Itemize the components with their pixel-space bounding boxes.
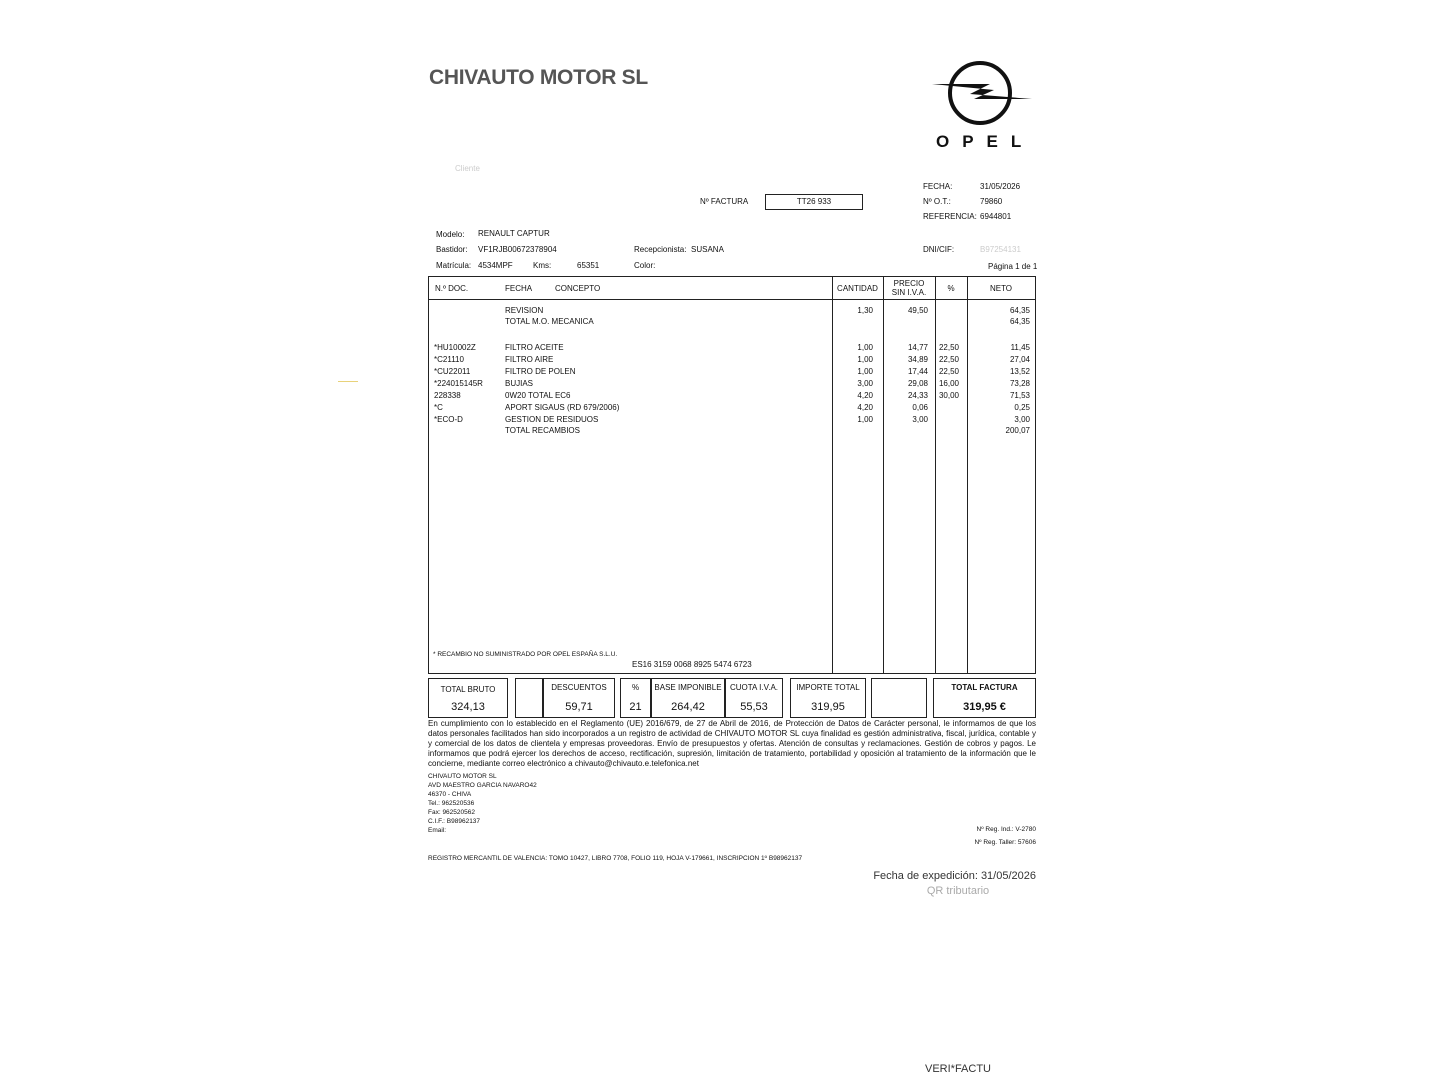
descuentos-label: DESCUENTOS [551, 683, 607, 692]
color-label: Color: [634, 261, 656, 270]
cell-neto: 11,45 [1010, 343, 1030, 352]
col-header-precio: PRECIO [893, 279, 925, 288]
cell-precio: 14,77 [907, 343, 928, 352]
table-row [429, 316, 1035, 328]
cell-doc: *C21110 [434, 355, 464, 364]
address-name: CHIVAUTO MOTOR SL [428, 773, 497, 780]
ref-value: 6944801 [980, 212, 1012, 221]
col-header-fecha: FECHA [505, 284, 533, 293]
dni-value: B97254131 [980, 245, 1021, 254]
pct-value: 21 [629, 701, 642, 713]
address-fax: Fax: 962520562 [428, 809, 475, 816]
reg-taller: Nº Reg. Taller: 57606 [974, 839, 1036, 846]
base-value: 264,42 [671, 701, 705, 713]
col-divider [967, 277, 968, 673]
table-row [429, 425, 1035, 437]
descuentos-value: 59,71 [565, 701, 593, 713]
modelo-value: RENAULT CAPTUR [478, 229, 550, 238]
opel-logo [930, 60, 1034, 154]
cuota-value: 55,53 [740, 701, 768, 713]
cell-precio: 3,00 [912, 415, 928, 424]
nfactura-label: Nº FACTURA [700, 197, 749, 206]
cell-neto: 27,04 [1009, 355, 1030, 364]
cell-precio: 24,33 [907, 391, 928, 400]
cell-neto: 64,35 [1009, 317, 1030, 326]
empty-box [871, 678, 927, 718]
cell-concepto: TOTAL RECAMBIOS [505, 426, 580, 435]
col-divider [935, 277, 936, 673]
cell-pct: 22,50 [938, 343, 959, 352]
ref-label: REFERENCIA: [923, 212, 977, 221]
col-header-ndoc: N.º DOC. [435, 284, 469, 293]
base-box [651, 678, 725, 718]
cell-neto: 73,28 [1009, 379, 1030, 388]
fecha-label: FECHA: [923, 182, 953, 191]
address-tel: Tel.: 962520536 [428, 800, 475, 807]
cell-precio: 34,89 [907, 355, 928, 364]
legal-notice: En cumplimiento con lo establecido en el Reglamento (UE) 2016/679, de 27 de Abril de 2016, de Protección de Datos de Carácter personal, le informamos de que los datos personales facilitados han sido incorporados a un registro de actividad de CHIVAUTO MOTOR SL cuya finalidad es gestión administrativa, fiscal, jurídica, contable y y comercial de los datos de clientela y empresas proveedoras. Envío de presupuestos y ofertas. Atención de consultas y reclamaciones. Gestión de cobros y pagos. Le informamos que podrá ejercer los derechos de acceso, rectificación, supresión, limitación de tratamiento, portabilidad y oposición al tratamiento de la información que le concierne, mediante correo electrónico a chivauto@chivauto.e.telefonica.net [428, 719, 1036, 768]
cell-pct: 16,00 [938, 379, 959, 388]
cell-concepto: FILTRO DE POLEN [505, 367, 576, 376]
cell-doc: *224015145R [434, 379, 483, 388]
importe-value: 319,95 [811, 701, 845, 713]
cell-neto: 200,07 [1005, 426, 1030, 435]
cell-doc: *C [434, 403, 443, 412]
cell-doc: 228338 [434, 391, 461, 400]
address-street: AVD MAESTRO GARCIA NAVARO42 [428, 782, 537, 789]
col-header-precio-sub: SIN I.V.A. [891, 288, 927, 297]
pct-box [620, 678, 651, 718]
table-row [429, 390, 1035, 402]
cell-precio: 17,44 [907, 367, 928, 376]
col-header-pct: % [947, 284, 955, 293]
total-bruto-box [428, 678, 508, 718]
importe-box [790, 678, 866, 718]
cell-concepto: FILTRO ACEITE [505, 343, 564, 352]
descuentos-box [543, 678, 615, 718]
address-cif: C.I.F.: B98962137 [428, 818, 481, 825]
cell-concepto: 0W20 TOTAL EC6 [505, 391, 571, 400]
cell-neto: 3,00 [1014, 415, 1030, 424]
registro-mercantil: REGISTRO MERCANTIL DE VALENCIA: TOMO 10427, LIBRO 7708, FOLIO 119, HOJA V-179661, INSCRIPCION 1º B98962137 [428, 855, 803, 862]
total-bruto-value: 324,13 [451, 701, 485, 713]
cell-cantidad: 1,00 [857, 415, 873, 424]
verifactu-label: VERI*FACTU [924, 1063, 991, 1075]
cell-cantidad: 1,00 [857, 367, 873, 376]
col-divider [883, 277, 884, 673]
cell-cantidad: 3,00 [857, 379, 873, 388]
col-divider [832, 277, 833, 673]
cell-doc: *CU22011 [434, 367, 471, 376]
modelo-label: Modelo: [436, 230, 465, 239]
kms-value: 65351 [577, 261, 600, 270]
pct-label: % [631, 683, 640, 692]
cell-neto: 71,53 [1009, 391, 1030, 400]
qr-label: QR tributario [926, 885, 990, 897]
cuota-label: CUOTA I.V.A. [729, 683, 778, 692]
matricula-value: 4534MPF [478, 261, 513, 270]
bastidor-label: Bastidor: [436, 245, 468, 254]
table-row [429, 354, 1035, 366]
cell-precio: 0,06 [912, 403, 928, 412]
cuota-box [725, 678, 783, 718]
cell-doc: *ECO-D [434, 415, 463, 424]
cell-cantidad: 4,20 [857, 403, 873, 412]
cell-concepto: FILTRO AIRE [505, 355, 554, 364]
ot-label: Nº O.T.: [923, 197, 951, 206]
address-city: 46370 - CHIVA [428, 791, 472, 798]
iban: ES16 3159 0068 8925 5474 6723 [632, 660, 752, 669]
empty-box [515, 678, 543, 718]
items-table [428, 276, 1036, 674]
cell-pct: 22,50 [938, 367, 959, 376]
cell-pct: 22,50 [938, 355, 959, 364]
kms-label: Kms: [533, 261, 552, 270]
company-name: CHIVAUTO MOTOR SL [429, 66, 648, 89]
cell-doc: *HU10002Z [434, 343, 476, 352]
header-divider [429, 299, 1035, 300]
recepcionista-label: Recepcionista: [634, 245, 687, 254]
page-number: Página 1 de 1 [988, 262, 1038, 271]
cell-concepto: BUJIAS [505, 379, 534, 388]
col-header-neto: NETO [989, 284, 1013, 293]
total-factura-box [933, 678, 1036, 718]
table-row [429, 342, 1035, 354]
table-row [429, 378, 1035, 390]
nfactura-box: TT26 933 [765, 194, 863, 210]
cell-concepto: REVISION [505, 306, 544, 315]
cell-concepto: APORT SIGAUS (RD 679/2006) [505, 403, 620, 412]
address-email: Email: [428, 827, 447, 834]
brand-wordmark: OPEL [936, 132, 1035, 151]
reg-ind: Nº Reg. Ind.: V-2780 [976, 826, 1036, 833]
importe-label: IMPORTE TOTAL [796, 683, 860, 692]
ot-value: 79860 [980, 197, 1003, 206]
base-label: BASE IMPONIBLE [654, 683, 722, 692]
table-row [429, 402, 1035, 414]
table-row [429, 366, 1035, 378]
cell-cantidad: 4,20 [857, 391, 873, 400]
recepcionista-value: SUSANA [691, 245, 724, 254]
company-address [428, 772, 537, 835]
cell-precio: 49,50 [907, 306, 928, 315]
total-factura-label: TOTAL FACTURA [951, 683, 1018, 692]
footnote: * RECAMBIO NO SUMINISTRADO POR OPEL ESPAÑA S.L.U. [433, 651, 618, 658]
cell-neto: 0,25 [1014, 403, 1030, 412]
cell-pct: 30,00 [938, 391, 959, 400]
dni-label: DNI/CIF: [923, 245, 955, 254]
margin-mark [338, 381, 358, 382]
faint-header: Cliente [455, 164, 480, 173]
bastidor-value: VF1RJB00672378904 [478, 245, 557, 254]
total-bruto-label: TOTAL BRUTO [440, 685, 496, 694]
cell-neto: 64,35 [1009, 306, 1030, 315]
matricula-label: Matrícula: [436, 261, 472, 270]
col-header-cantidad: CANTIDAD [837, 284, 878, 293]
cell-cantidad: 1,30 [857, 306, 873, 315]
col-header-concepto: CONCEPTO [555, 284, 601, 293]
cell-precio: 29,08 [907, 379, 928, 388]
cell-concepto: TOTAL M.O. MECANICA [505, 317, 594, 326]
cell-concepto: GESTION DE RESIDUOS [505, 415, 599, 424]
cell-cantidad: 1,00 [857, 355, 873, 364]
fecha-value: 31/05/2026 [980, 182, 1021, 191]
total-factura-value: 319,95 € [963, 701, 1006, 713]
cell-cantidad: 1,00 [857, 343, 873, 352]
cell-neto: 13,52 [1009, 367, 1030, 376]
fecha-expedicion: Fecha de expedición: 31/05/2026 [873, 870, 1036, 882]
